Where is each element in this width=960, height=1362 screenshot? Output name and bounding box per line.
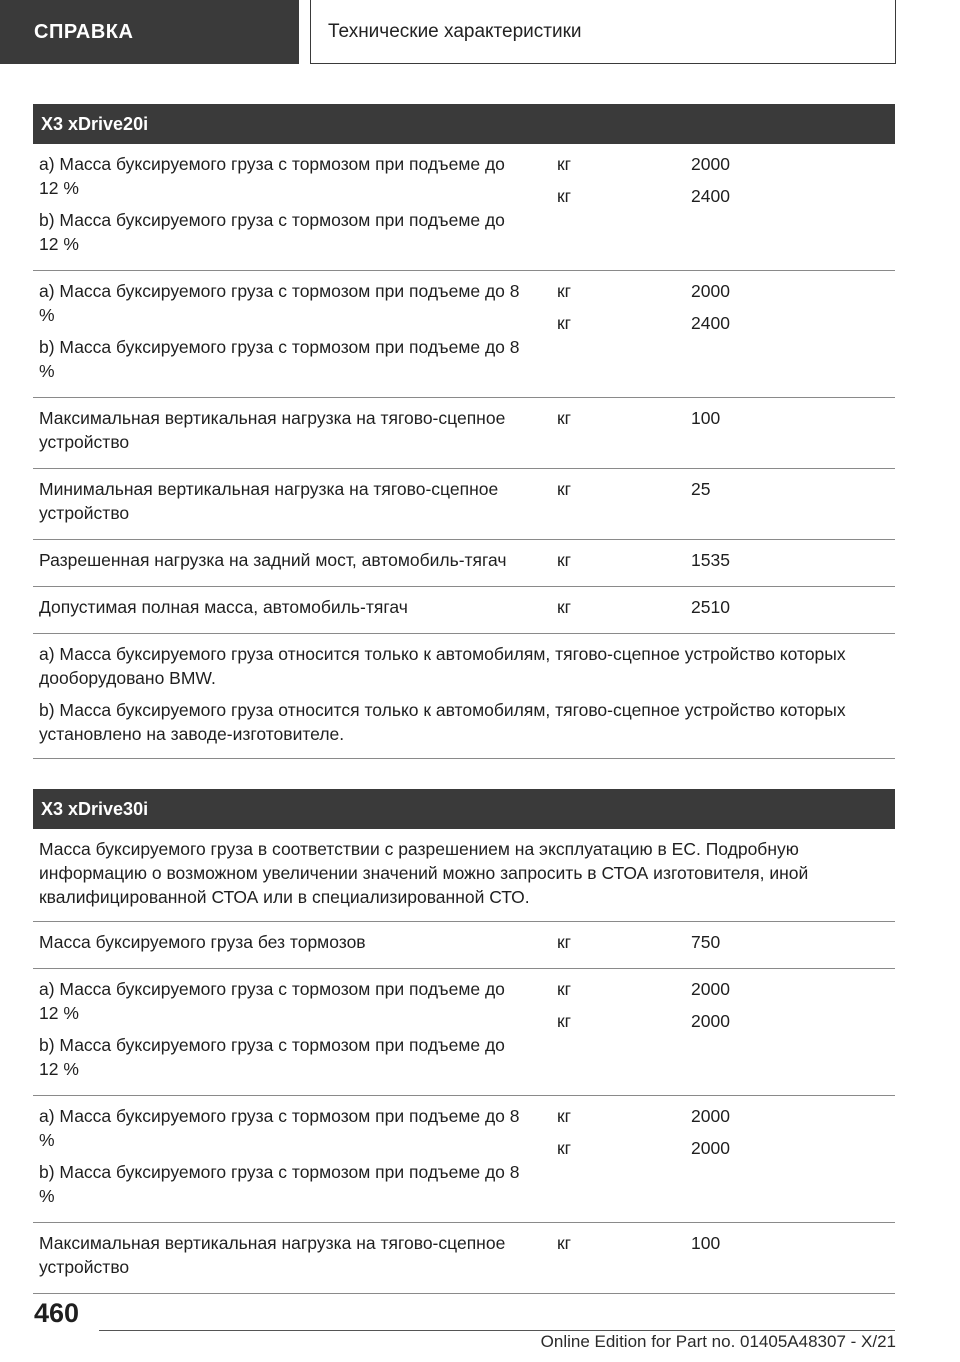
row-desc: a) Масса буксируемого груза с тормозом при подъеме до 12 % bbox=[39, 979, 505, 1023]
row-desc: Максимальная вертикальная нагрузка на тягово-сцепное устройство bbox=[39, 1233, 506, 1277]
row-desc: a) Масса буксируемого груза с тормозом при подъеме до 12 % bbox=[39, 154, 505, 198]
row-desc: Минимальная вертикальная нагрузка на тягово-сцепное устройство bbox=[39, 479, 499, 523]
row-unit: кг bbox=[557, 281, 572, 301]
row-value: 2000 bbox=[691, 281, 730, 301]
row-value: 2000 bbox=[691, 1011, 730, 1031]
row-desc: Максимальная вертикальная нагрузка на тягово-сцепное устройство bbox=[39, 408, 506, 452]
chapter-title: Технические характеристики bbox=[310, 0, 896, 64]
row-desc: Допустимая полная масса, автомобиль-тягач bbox=[39, 597, 408, 617]
row-value: 2000 bbox=[691, 1138, 730, 1158]
row-value: 100 bbox=[691, 1233, 721, 1253]
row-unit: кг bbox=[557, 1106, 572, 1126]
row-unit: кг bbox=[557, 313, 572, 333]
row-desc: a) Масса буксируемого груза с тормозом при подъеме до 8 % bbox=[39, 281, 520, 325]
table-row bbox=[33, 1223, 895, 1294]
table-row bbox=[33, 969, 895, 1096]
spec-table-xdrive20i bbox=[33, 104, 895, 759]
table-row bbox=[33, 271, 895, 398]
row-value: 750 bbox=[691, 932, 721, 952]
row-unit: кг bbox=[557, 479, 572, 499]
table-row bbox=[33, 922, 895, 969]
table-title: X3 xDrive30i bbox=[33, 789, 895, 829]
edition-note: Online Edition for Part no. 01405A48307 - X/21 bbox=[540, 1332, 896, 1351]
row-value: 1535 bbox=[691, 550, 730, 570]
row-unit: кг bbox=[557, 154, 572, 174]
table-row bbox=[33, 469, 895, 540]
footnote-b: b) Масса буксируемого груза относится только к автомобилям, тягово-сцепное устройство которых установлено на заводе-изготовителе. bbox=[39, 700, 846, 744]
row-desc: b) Масса буксируемого груза с тормозом при подъеме до 12 % bbox=[39, 1035, 505, 1079]
table-title: X3 xDrive20i bbox=[33, 104, 895, 144]
row-value: 2400 bbox=[691, 186, 730, 206]
page-number: 460 bbox=[34, 1298, 80, 1328]
row-unit: кг bbox=[557, 186, 572, 206]
row-value: 2400 bbox=[691, 313, 730, 333]
table-row bbox=[33, 1096, 895, 1223]
row-desc: a) Масса буксируемого груза с тормозом при подъеме до 8 % bbox=[39, 1106, 520, 1150]
table-row bbox=[33, 540, 895, 587]
row-desc: b) Масса буксируемого груза с тормозом при подъеме до 12 % bbox=[39, 210, 505, 254]
row-unit: кг bbox=[557, 550, 572, 570]
spec-table-xdrive30i bbox=[33, 789, 895, 1294]
row-value: 25 bbox=[691, 479, 711, 499]
row-value: 2000 bbox=[691, 1106, 730, 1126]
intro-text: Масса буксируемого груза в соответствии с разрешением на эксплуатацию в ЕС. Подробную информацию о возможном увеличении значений можно запросить в СТОА изготовителя, иной квалифицированной СТОА или в специализированной СТО. bbox=[39, 839, 809, 907]
row-unit: кг bbox=[557, 1138, 572, 1158]
row-unit: кг bbox=[557, 408, 572, 428]
row-value: 2510 bbox=[691, 597, 730, 617]
row-value: 100 bbox=[691, 408, 721, 428]
row-unit: кг bbox=[557, 597, 572, 617]
row-unit: кг bbox=[557, 1011, 572, 1031]
row-desc: Масса буксируемого груза без тормозов bbox=[39, 932, 366, 952]
row-unit: кг bbox=[557, 932, 572, 952]
footnote-a: a) Масса буксируемого груза относится только к автомобилям, тягово-сцепное устройство которых дооборудовано BMW. bbox=[39, 644, 846, 688]
row-desc: b) Масса буксируемого груза с тормозом при подъеме до 8 % bbox=[39, 337, 520, 381]
table-row bbox=[33, 144, 895, 271]
table-intro bbox=[33, 829, 895, 922]
table-footnotes bbox=[33, 634, 895, 759]
table-row bbox=[33, 398, 895, 469]
row-value: 2000 bbox=[691, 154, 730, 174]
row-unit: кг bbox=[557, 1233, 572, 1253]
table-row bbox=[33, 587, 895, 634]
row-desc: Разрешенная нагрузка на задний мост, автомобиль-тягач bbox=[39, 550, 507, 570]
content bbox=[33, 104, 895, 1294]
row-unit: кг bbox=[557, 979, 572, 999]
row-desc: b) Масса буксируемого груза с тормозом при подъеме до 8 % bbox=[39, 1162, 520, 1206]
section-tab: СПРАВКА bbox=[0, 0, 299, 64]
row-value: 2000 bbox=[691, 979, 730, 999]
footer-divider bbox=[99, 1330, 895, 1331]
